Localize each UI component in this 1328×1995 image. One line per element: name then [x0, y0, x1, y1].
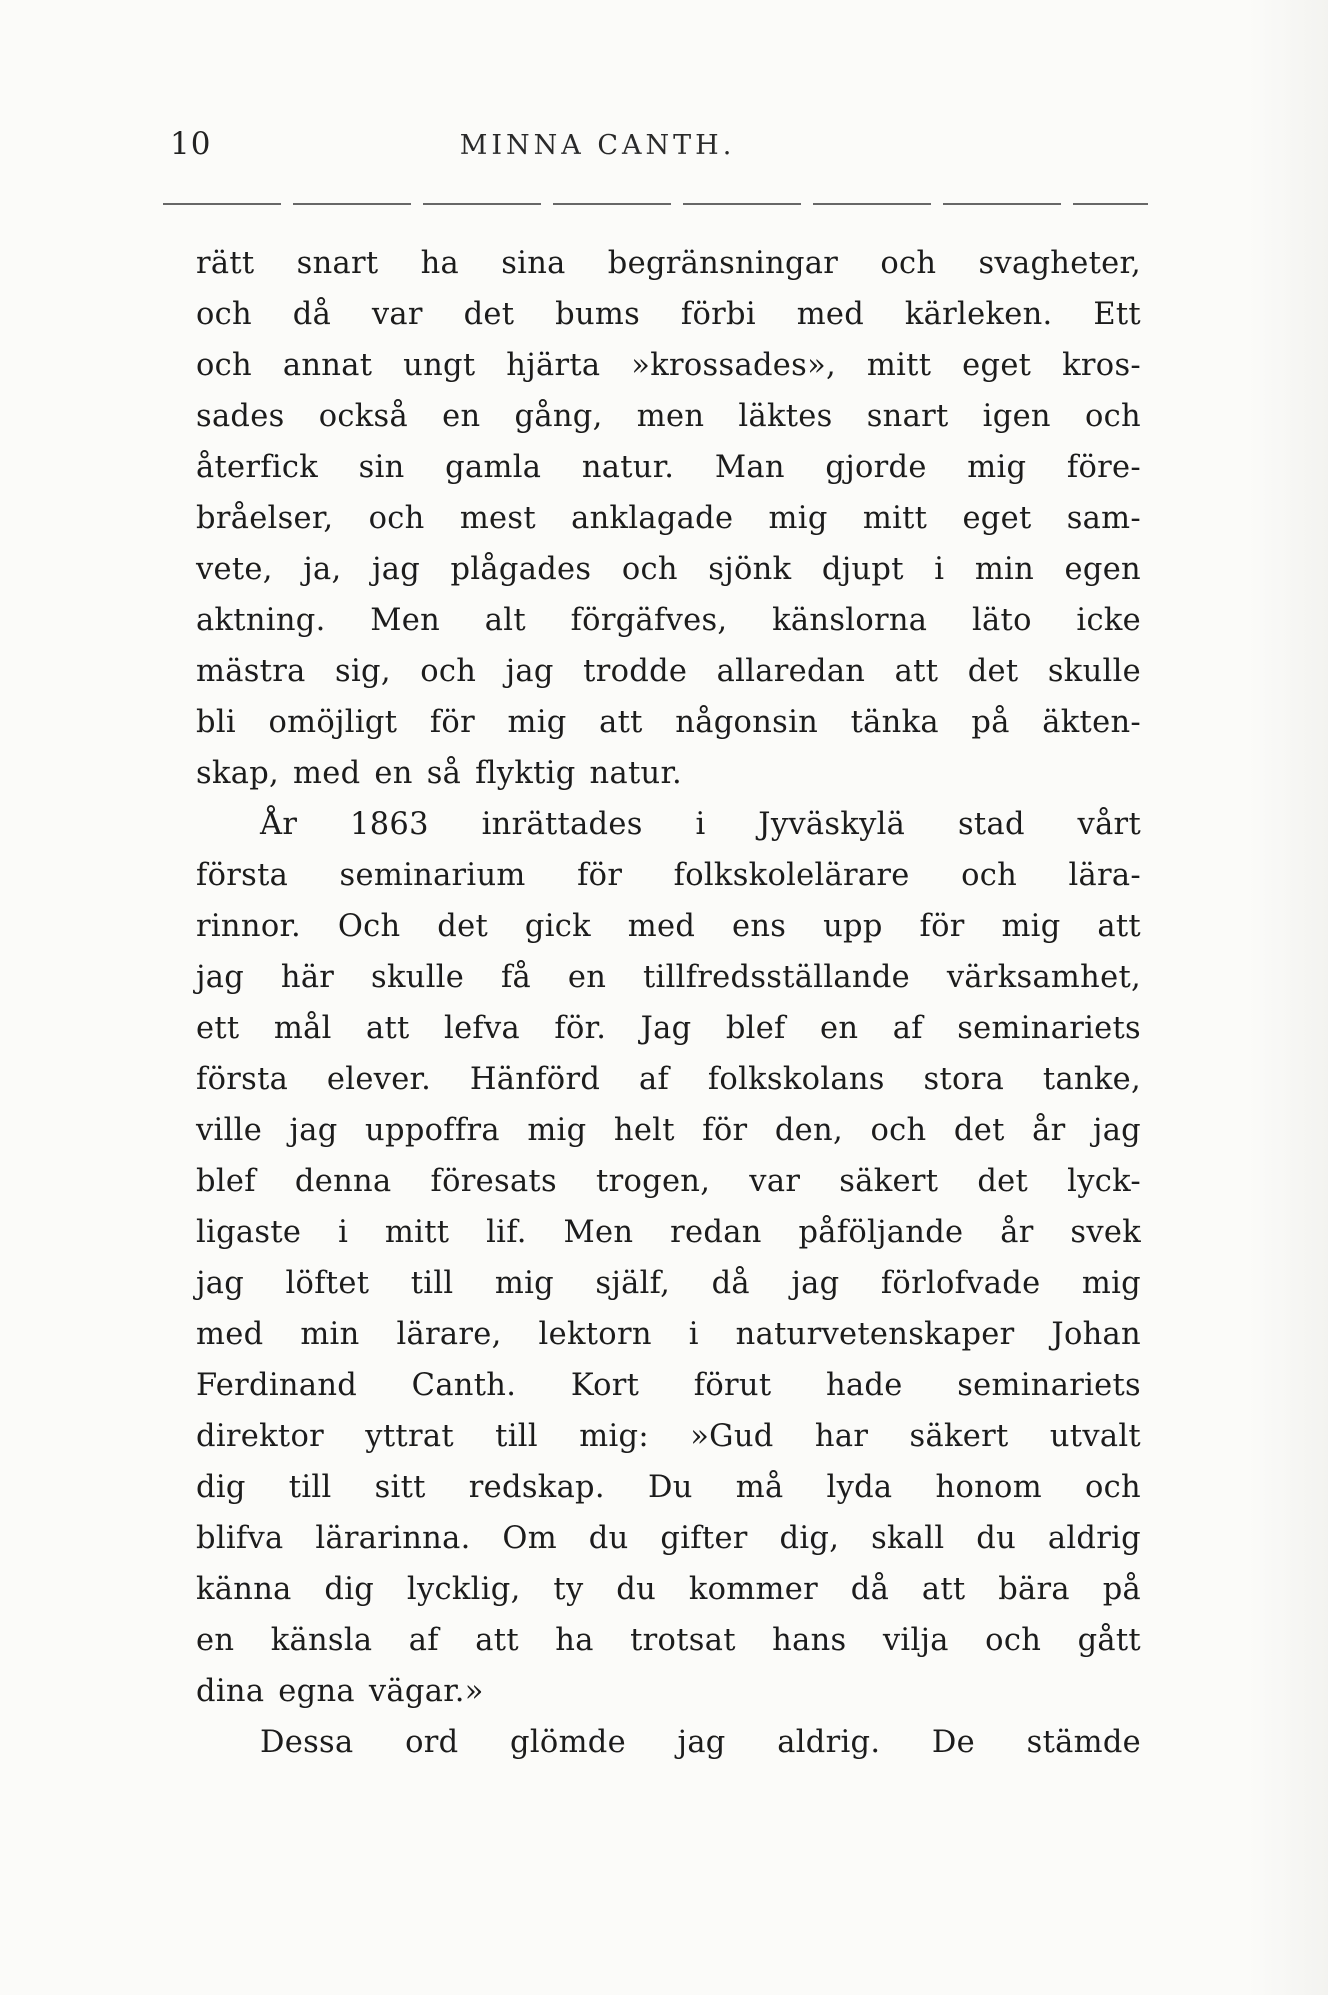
text-line: med min lärare, lektorn i naturvetenskaper Johan	[196, 1317, 1141, 1352]
text-line: och annat ungt hjärta »krossades», mitt eget kros-	[196, 348, 1141, 383]
text-line: År 1863 inrättades i Jyväskylä stad vårt	[260, 807, 1141, 842]
text-line: en känsla af att ha trotsat hans vilja och gått	[196, 1623, 1141, 1658]
page-number: 10	[170, 126, 212, 162]
text-line: jag löftet till mig själf, då jag förlofvade mig	[196, 1266, 1141, 1301]
text-line: skap, med en så flyktig natur.	[196, 756, 682, 791]
text-line: och då var det bums förbi med kärleken. Ett	[196, 297, 1141, 332]
text-line: blef denna föresats trogen, var säkert det lyck-	[196, 1164, 1141, 1199]
paragraph	[196, 238, 1141, 799]
text-line: första seminarium för folkskolelärare och lära-	[196, 858, 1141, 893]
text-line: dina egna vägar.»	[196, 1674, 484, 1709]
text-line: ligaste i mitt lif. Men redan påföljande år svek	[196, 1215, 1141, 1250]
text-line: vete, ja, jag plågades och sjönk djupt i min egen	[196, 552, 1141, 587]
text-line: Ferdinand Canth. Kort förut hade seminariets	[196, 1368, 1141, 1403]
text-line: rätt snart ha sina begränsningar och svagheter,	[196, 246, 1141, 281]
text-line: aktning. Men alt förgäfves, känslorna läto icke	[196, 603, 1141, 638]
header-rule-divider	[163, 203, 1148, 205]
text-line: blifva lärarinna. Om du gifter dig, skall du aldrig	[196, 1521, 1141, 1556]
text-line: första elever. Hänförd af folkskolans stora tanke,	[196, 1062, 1141, 1097]
text-line: bli omöjligt för mig att någonsin tänka på äkten-	[196, 705, 1141, 740]
text-line: dig till sitt redskap. Du må lyda honom och	[196, 1470, 1141, 1505]
paragraph	[196, 799, 1141, 1717]
text-line: direktor yttrat till mig: »Gud har säkert utvalt	[196, 1419, 1141, 1454]
running-head	[170, 126, 1145, 168]
text-line: rinnor. Och det gick med ens upp för mig att	[196, 909, 1141, 944]
text-line: ett mål att lefva för. Jag blef en af seminariets	[196, 1011, 1141, 1046]
text-line: sades också en gång, men läktes snart igen och	[196, 399, 1141, 434]
text-line: Dessa ord glömde jag aldrig. De stämde	[260, 1725, 1141, 1760]
page-body	[196, 238, 1141, 1768]
text-line: ville jag uppoffra mig helt för den, och det år jag	[196, 1113, 1141, 1148]
text-line: bråelser, och mest anklagade mig mitt eget sam-	[196, 501, 1141, 536]
paragraph	[196, 1717, 1141, 1768]
text-line: jag här skulle få en tillfredsställande värksamhet,	[196, 960, 1141, 995]
text-line: återfick sin gamla natur. Man gjorde mig före-	[196, 450, 1141, 485]
running-header-title: MINNA CANTH.	[459, 130, 736, 161]
text-line: mästra sig, och jag trodde allaredan att det skulle	[196, 654, 1141, 689]
text-line: känna dig lycklig, ty du kommer då att bära på	[196, 1572, 1141, 1607]
